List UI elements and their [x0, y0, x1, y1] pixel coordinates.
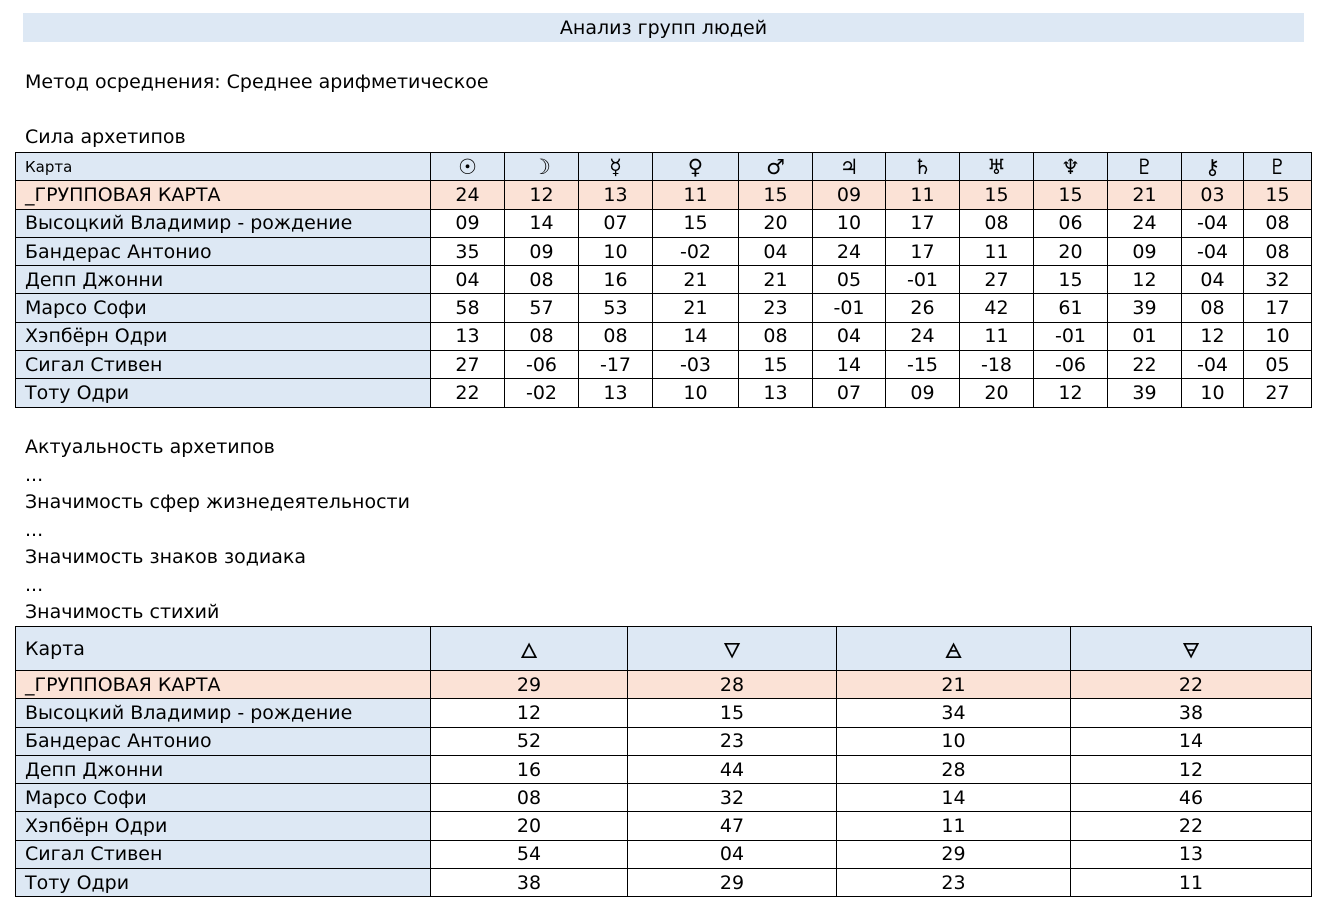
value-cell: 20 — [431, 812, 628, 840]
row-name: _ГРУППОВАЯ КАРТА — [16, 181, 431, 209]
archetype-strength-table — [15, 152, 1312, 408]
page-title: Анализ групп людей — [23, 13, 1304, 42]
value-cell: 27 — [1244, 379, 1312, 407]
value-cell: 47 — [628, 812, 837, 840]
value-cell: 24 — [1108, 209, 1182, 237]
value-cell: 39 — [1108, 379, 1182, 407]
value-cell: 22 — [1108, 351, 1182, 379]
value-cell: 12 — [1034, 379, 1108, 407]
value-cell: -06 — [505, 351, 579, 379]
spheres-ellipsis: ... — [25, 519, 44, 541]
value-cell: -04 — [1182, 237, 1244, 265]
uranus-icon: ♅ — [987, 154, 1006, 179]
value-cell: 28 — [837, 755, 1071, 783]
elements-heading: Значимость стихий — [25, 601, 220, 623]
jupiter-icon: ♃ — [839, 154, 859, 179]
table-row — [16, 294, 1312, 322]
value-cell: 09 — [431, 209, 505, 237]
value-cell: 01 — [1108, 322, 1182, 350]
averaging-method-line: Метод осреднения: Среднее арифметическое — [25, 71, 489, 93]
table-row — [16, 351, 1312, 379]
earth-element-icon: 🜃 — [1181, 639, 1201, 663]
value-cell: 21 — [1108, 181, 1182, 209]
column-header — [653, 153, 739, 181]
column-header — [431, 627, 628, 671]
group-chart-row — [16, 181, 1312, 209]
spheres-heading: Значимость сфер жизнедеятельности — [25, 491, 410, 513]
actuality-ellipsis: ... — [25, 464, 44, 486]
value-cell: -01 — [813, 294, 886, 322]
value-cell: 38 — [431, 869, 628, 897]
table-row — [16, 755, 1312, 783]
value-cell: 15 — [1034, 266, 1108, 294]
row-name: Сигал Стивен — [16, 351, 431, 379]
value-cell: 20 — [1034, 237, 1108, 265]
value-cell: 12 — [431, 699, 628, 727]
value-cell: 14 — [1071, 727, 1312, 755]
value-cell: 15 — [739, 181, 813, 209]
column-header-card: Карта — [16, 153, 431, 181]
value-cell: 17 — [886, 209, 960, 237]
value-cell: 29 — [431, 671, 628, 699]
value-cell: 17 — [1244, 294, 1312, 322]
value-cell: 39 — [1108, 294, 1182, 322]
value-cell: 58 — [431, 294, 505, 322]
value-cell: 08 — [1182, 294, 1244, 322]
row-name: Марсо Софи — [16, 784, 431, 812]
saturn-icon: ♄ — [913, 154, 932, 179]
column-header — [579, 153, 653, 181]
pluto-icon: ♇ — [1135, 154, 1154, 179]
value-cell: 21 — [837, 671, 1071, 699]
value-cell: 16 — [431, 755, 628, 783]
value-cell: 24 — [431, 181, 505, 209]
value-cell: 34 — [837, 699, 1071, 727]
value-cell: 12 — [1071, 755, 1312, 783]
value-cell: 05 — [1244, 351, 1312, 379]
value-cell: 21 — [653, 294, 739, 322]
value-cell: 04 — [1182, 266, 1244, 294]
row-name: Тоту Одри — [16, 379, 431, 407]
value-cell: 08 — [431, 784, 628, 812]
strength-heading: Сила архетипов — [25, 126, 186, 148]
value-cell: 12 — [1108, 266, 1182, 294]
column-header — [837, 627, 1071, 671]
value-cell: 11 — [960, 237, 1034, 265]
value-cell: 13 — [579, 181, 653, 209]
value-cell: 21 — [739, 266, 813, 294]
value-cell: 11 — [837, 812, 1071, 840]
value-cell: -04 — [1182, 209, 1244, 237]
value-cell: 08 — [739, 322, 813, 350]
column-header — [628, 627, 837, 671]
value-cell: 20 — [739, 209, 813, 237]
value-cell: -15 — [886, 351, 960, 379]
value-cell: 13 — [1071, 840, 1312, 868]
value-cell: 35 — [431, 237, 505, 265]
value-cell: 08 — [579, 322, 653, 350]
value-cell: 14 — [653, 322, 739, 350]
chiron-icon: ⚷ — [1204, 154, 1221, 179]
value-cell: 29 — [628, 869, 837, 897]
value-cell: 24 — [813, 237, 886, 265]
column-header — [813, 153, 886, 181]
value-cell: 15 — [628, 699, 837, 727]
value-cell: 15 — [1034, 181, 1108, 209]
value-cell: 10 — [653, 379, 739, 407]
column-header-card: Карта — [16, 627, 431, 671]
value-cell: 11 — [886, 181, 960, 209]
value-cell: 21 — [653, 266, 739, 294]
value-cell: -03 — [653, 351, 739, 379]
value-cell: 27 — [960, 266, 1034, 294]
value-cell: 61 — [1034, 294, 1108, 322]
column-header — [739, 153, 813, 181]
value-cell: 54 — [431, 840, 628, 868]
row-name: Хэпбёрн Одри — [16, 322, 431, 350]
value-cell: 11 — [1071, 869, 1312, 897]
value-cell: 10 — [579, 237, 653, 265]
row-name: Высоцкий Владимир - рождение — [16, 209, 431, 237]
table-row — [16, 784, 1312, 812]
value-cell: -01 — [886, 266, 960, 294]
column-header — [431, 153, 505, 181]
value-cell: 26 — [886, 294, 960, 322]
moon-icon: ☽ — [532, 154, 551, 179]
value-cell: 11 — [653, 181, 739, 209]
proserpina-icon: ♇ — [1268, 154, 1287, 179]
table-row — [16, 379, 1312, 407]
row-name: Бандерас Антонио — [16, 237, 431, 265]
value-cell: 15 — [960, 181, 1034, 209]
value-cell: 10 — [1244, 322, 1312, 350]
value-cell: 08 — [1244, 237, 1312, 265]
row-name: Тоту Одри — [16, 869, 431, 897]
value-cell: 13 — [431, 322, 505, 350]
value-cell: 15 — [653, 209, 739, 237]
value-cell: -01 — [1034, 322, 1108, 350]
value-cell: 57 — [505, 294, 579, 322]
value-cell: 09 — [886, 379, 960, 407]
value-cell: 13 — [739, 379, 813, 407]
value-cell: 10 — [1182, 379, 1244, 407]
value-cell: 15 — [739, 351, 813, 379]
value-cell: 32 — [628, 784, 837, 812]
table-row — [16, 869, 1312, 897]
column-header — [1108, 153, 1182, 181]
value-cell: 14 — [813, 351, 886, 379]
signs-heading: Значимость знаков зодиака — [25, 546, 307, 568]
value-cell: 10 — [837, 727, 1071, 755]
value-cell: 03 — [1182, 181, 1244, 209]
table-row — [16, 812, 1312, 840]
actuality-heading: Актуальность архетипов — [25, 436, 275, 458]
table-row — [16, 840, 1312, 868]
table-header-row — [16, 627, 1312, 671]
column-header — [1071, 627, 1312, 671]
row-name: Сигал Стивен — [16, 840, 431, 868]
value-cell: 15 — [1244, 181, 1312, 209]
column-header — [1182, 153, 1244, 181]
value-cell: 11 — [960, 322, 1034, 350]
value-cell: 22 — [1071, 671, 1312, 699]
venus-icon: ♀ — [687, 154, 704, 179]
value-cell: 14 — [837, 784, 1071, 812]
value-cell: 52 — [431, 727, 628, 755]
sun-icon: ☉ — [458, 154, 477, 179]
neptune-icon: ♆ — [1061, 154, 1080, 179]
value-cell: 53 — [579, 294, 653, 322]
value-cell: -18 — [960, 351, 1034, 379]
value-cell: 04 — [431, 266, 505, 294]
value-cell: 04 — [739, 237, 813, 265]
value-cell: 04 — [813, 322, 886, 350]
value-cell: 38 — [1071, 699, 1312, 727]
row-name: Бандерас Антонио — [16, 727, 431, 755]
table-row — [16, 266, 1312, 294]
column-header — [505, 153, 579, 181]
value-cell: -02 — [653, 237, 739, 265]
value-cell: -17 — [579, 351, 653, 379]
value-cell: 09 — [1108, 237, 1182, 265]
value-cell: 07 — [813, 379, 886, 407]
value-cell: 29 — [837, 840, 1071, 868]
value-cell: -02 — [505, 379, 579, 407]
value-cell: 13 — [579, 379, 653, 407]
value-cell: 24 — [886, 322, 960, 350]
value-cell: 04 — [628, 840, 837, 868]
value-cell: 08 — [960, 209, 1034, 237]
value-cell: 12 — [505, 181, 579, 209]
table-row — [16, 727, 1312, 755]
elements-significance-table — [15, 626, 1312, 897]
value-cell: 44 — [628, 755, 837, 783]
value-cell: -06 — [1034, 351, 1108, 379]
value-cell: 46 — [1071, 784, 1312, 812]
value-cell: 23 — [739, 294, 813, 322]
value-cell: 27 — [431, 351, 505, 379]
value-cell: 16 — [579, 266, 653, 294]
value-cell: 08 — [505, 322, 579, 350]
value-cell: 07 — [579, 209, 653, 237]
value-cell: 12 — [1182, 322, 1244, 350]
value-cell: 05 — [813, 266, 886, 294]
table-row — [16, 209, 1312, 237]
row-name: Депп Джонни — [16, 755, 431, 783]
value-cell: 09 — [505, 237, 579, 265]
value-cell: 23 — [837, 869, 1071, 897]
column-header — [886, 153, 960, 181]
value-cell: 20 — [960, 379, 1034, 407]
value-cell: -04 — [1182, 351, 1244, 379]
value-cell: 10 — [813, 209, 886, 237]
row-name: Хэпбёрн Одри — [16, 812, 431, 840]
water-element-icon: 🜄 — [722, 639, 742, 663]
value-cell: 28 — [628, 671, 837, 699]
row-name: Депп Джонни — [16, 266, 431, 294]
value-cell: 42 — [960, 294, 1034, 322]
column-header — [1034, 153, 1108, 181]
value-cell: 22 — [1071, 812, 1312, 840]
group-chart-row — [16, 671, 1312, 699]
row-name: Высоцкий Владимир - рождение — [16, 699, 431, 727]
value-cell: 17 — [886, 237, 960, 265]
signs-ellipsis: ... — [25, 574, 44, 596]
value-cell: 09 — [813, 181, 886, 209]
mercury-icon: ☿ — [609, 154, 622, 179]
table-row — [16, 237, 1312, 265]
value-cell: 14 — [505, 209, 579, 237]
table-row — [16, 699, 1312, 727]
column-header — [1244, 153, 1312, 181]
mars-icon: ♂ — [766, 154, 785, 179]
column-header — [960, 153, 1034, 181]
value-cell: 22 — [431, 379, 505, 407]
value-cell: 08 — [505, 266, 579, 294]
table-header-row — [16, 153, 1312, 181]
air-element-icon: 🜁 — [944, 639, 963, 663]
value-cell: 23 — [628, 727, 837, 755]
table-row — [16, 322, 1312, 350]
row-name: Марсо Софи — [16, 294, 431, 322]
value-cell: 06 — [1034, 209, 1108, 237]
value-cell: 32 — [1244, 266, 1312, 294]
value-cell: 08 — [1244, 209, 1312, 237]
row-name: _ГРУППОВАЯ КАРТА — [16, 671, 431, 699]
fire-element-icon: 🜂 — [519, 639, 539, 663]
